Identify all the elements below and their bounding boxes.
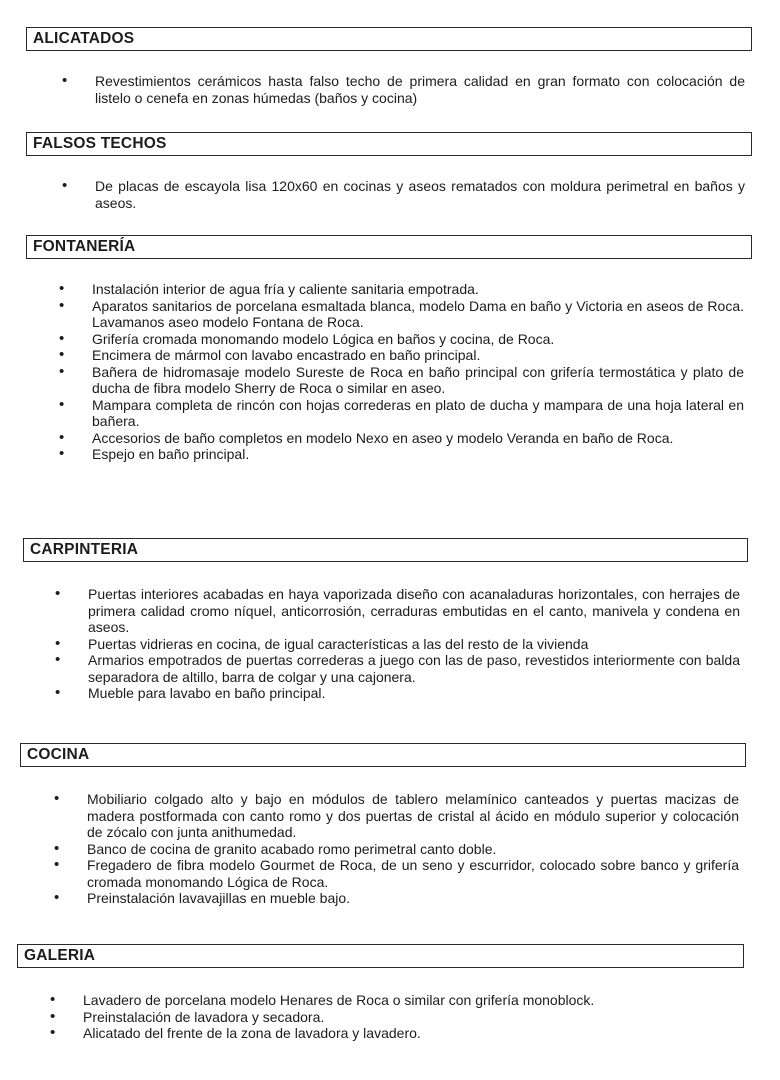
item-list	[83, 992, 735, 1042]
item-list	[88, 586, 740, 702]
section-heading: GALERIA	[17, 944, 744, 968]
list-item: • Instalación interior de agua fría y caliente sanitaria empotrada.	[92, 281, 744, 298]
list-item: • Mueble para lavabo en baño principal.	[88, 685, 740, 702]
list-item: • Accesorios de baño completos en modelo Nexo en aseo y modelo Veranda en baño de Roca.	[92, 430, 744, 447]
section-heading: COCINA	[20, 743, 746, 767]
item-list	[87, 791, 739, 907]
section-falsos-techos	[26, 132, 752, 211]
list-item: • Puertas vidrieras en cocina, de igual características a las del resto de la vivienda	[88, 636, 740, 653]
section-heading: FONTANERÍA	[26, 235, 752, 259]
list-item: • Armarios empotrados de puertas correderas a juego con las de paso, revestidos interiormente con balda separadora de altillo, barra de colgar y una cajonera.	[88, 652, 740, 685]
list-item: • Mampara completa de rincón con hojas correderas en plato de ducha y mampara de una hoja lateral en bañera.	[92, 397, 744, 430]
list-item: • Aparatos sanitarios de porcelana esmaltada blanca, modelo Dama en baño y Victoria en aseos de Roca. Lavamanos aseo modelo Fontana de Roca.	[92, 298, 744, 331]
list-item: • Preinstalación lavavajillas en mueble bajo.	[87, 890, 739, 907]
list-item: • Alicatado del frente de la zona de lavadora y lavadero.	[83, 1025, 735, 1042]
section-galeria	[17, 944, 744, 1042]
list-item: • Fregadero de fibra modelo Gourmet de Roca, de un seno y escurridor, colocado sobre banco y grifería cromada monomando Lógica de Roca.	[87, 857, 739, 890]
section-cocina	[20, 743, 746, 907]
list-item: • Bañera de hidromasaje modelo Sureste de Roca en baño principal con grifería termostática y plato de ducha de fibra modelo Sherry de Roca o similar en aseo.	[92, 364, 744, 397]
list-item: • Banco de cocina de granito acabado romo perimetral canto doble.	[87, 841, 739, 858]
list-item: • De placas de escayola lisa 120x60 en cocinas y aseos rematados con moldura perimetral en baños y aseos.	[95, 178, 745, 211]
list-item: • Mobiliario colgado alto y bajo en módulos de tablero melamínico canteados y puertas macizas de madera postformada con canto romo y dos puertas de cristal al ácido en módulo superior y colocación de zócalo con junta anithumedad.	[87, 791, 739, 841]
section-fontaneria	[26, 235, 752, 463]
item-list	[95, 178, 745, 211]
section-alicatados	[26, 27, 752, 106]
section-carpinteria	[23, 538, 748, 702]
list-item: • Puertas interiores acabadas en haya vaporizada diseño con acanaladuras horizontales, con herrajes de primera calidad cromo níquel, anticorrosión, cerraduras embutidas en el canto, manivela y condena en aseos.	[88, 586, 740, 636]
list-item: • Preinstalación de lavadora y secadora.	[83, 1009, 735, 1026]
list-item: • Encimera de mármol con lavabo encastrado en baño principal.	[92, 347, 744, 364]
list-item: • Grifería cromada monomando modelo Lógica en baños y cocina, de Roca.	[92, 331, 744, 348]
list-item: • Lavadero de porcelana modelo Henares de Roca o similar con grifería monoblock.	[83, 992, 735, 1009]
section-heading: ALICATADOS	[26, 27, 752, 51]
list-item: • Espejo en baño principal.	[92, 446, 744, 463]
item-list	[92, 281, 744, 463]
section-heading: FALSOS TECHOS	[26, 132, 752, 156]
section-heading: CARPINTERIA	[23, 538, 748, 562]
item-list	[95, 73, 745, 106]
list-item: • Revestimientos cerámicos hasta falso techo de primera calidad en gran formato con colocación de listelo o cenefa en zonas húmedas (baños y cocina)	[95, 73, 745, 106]
